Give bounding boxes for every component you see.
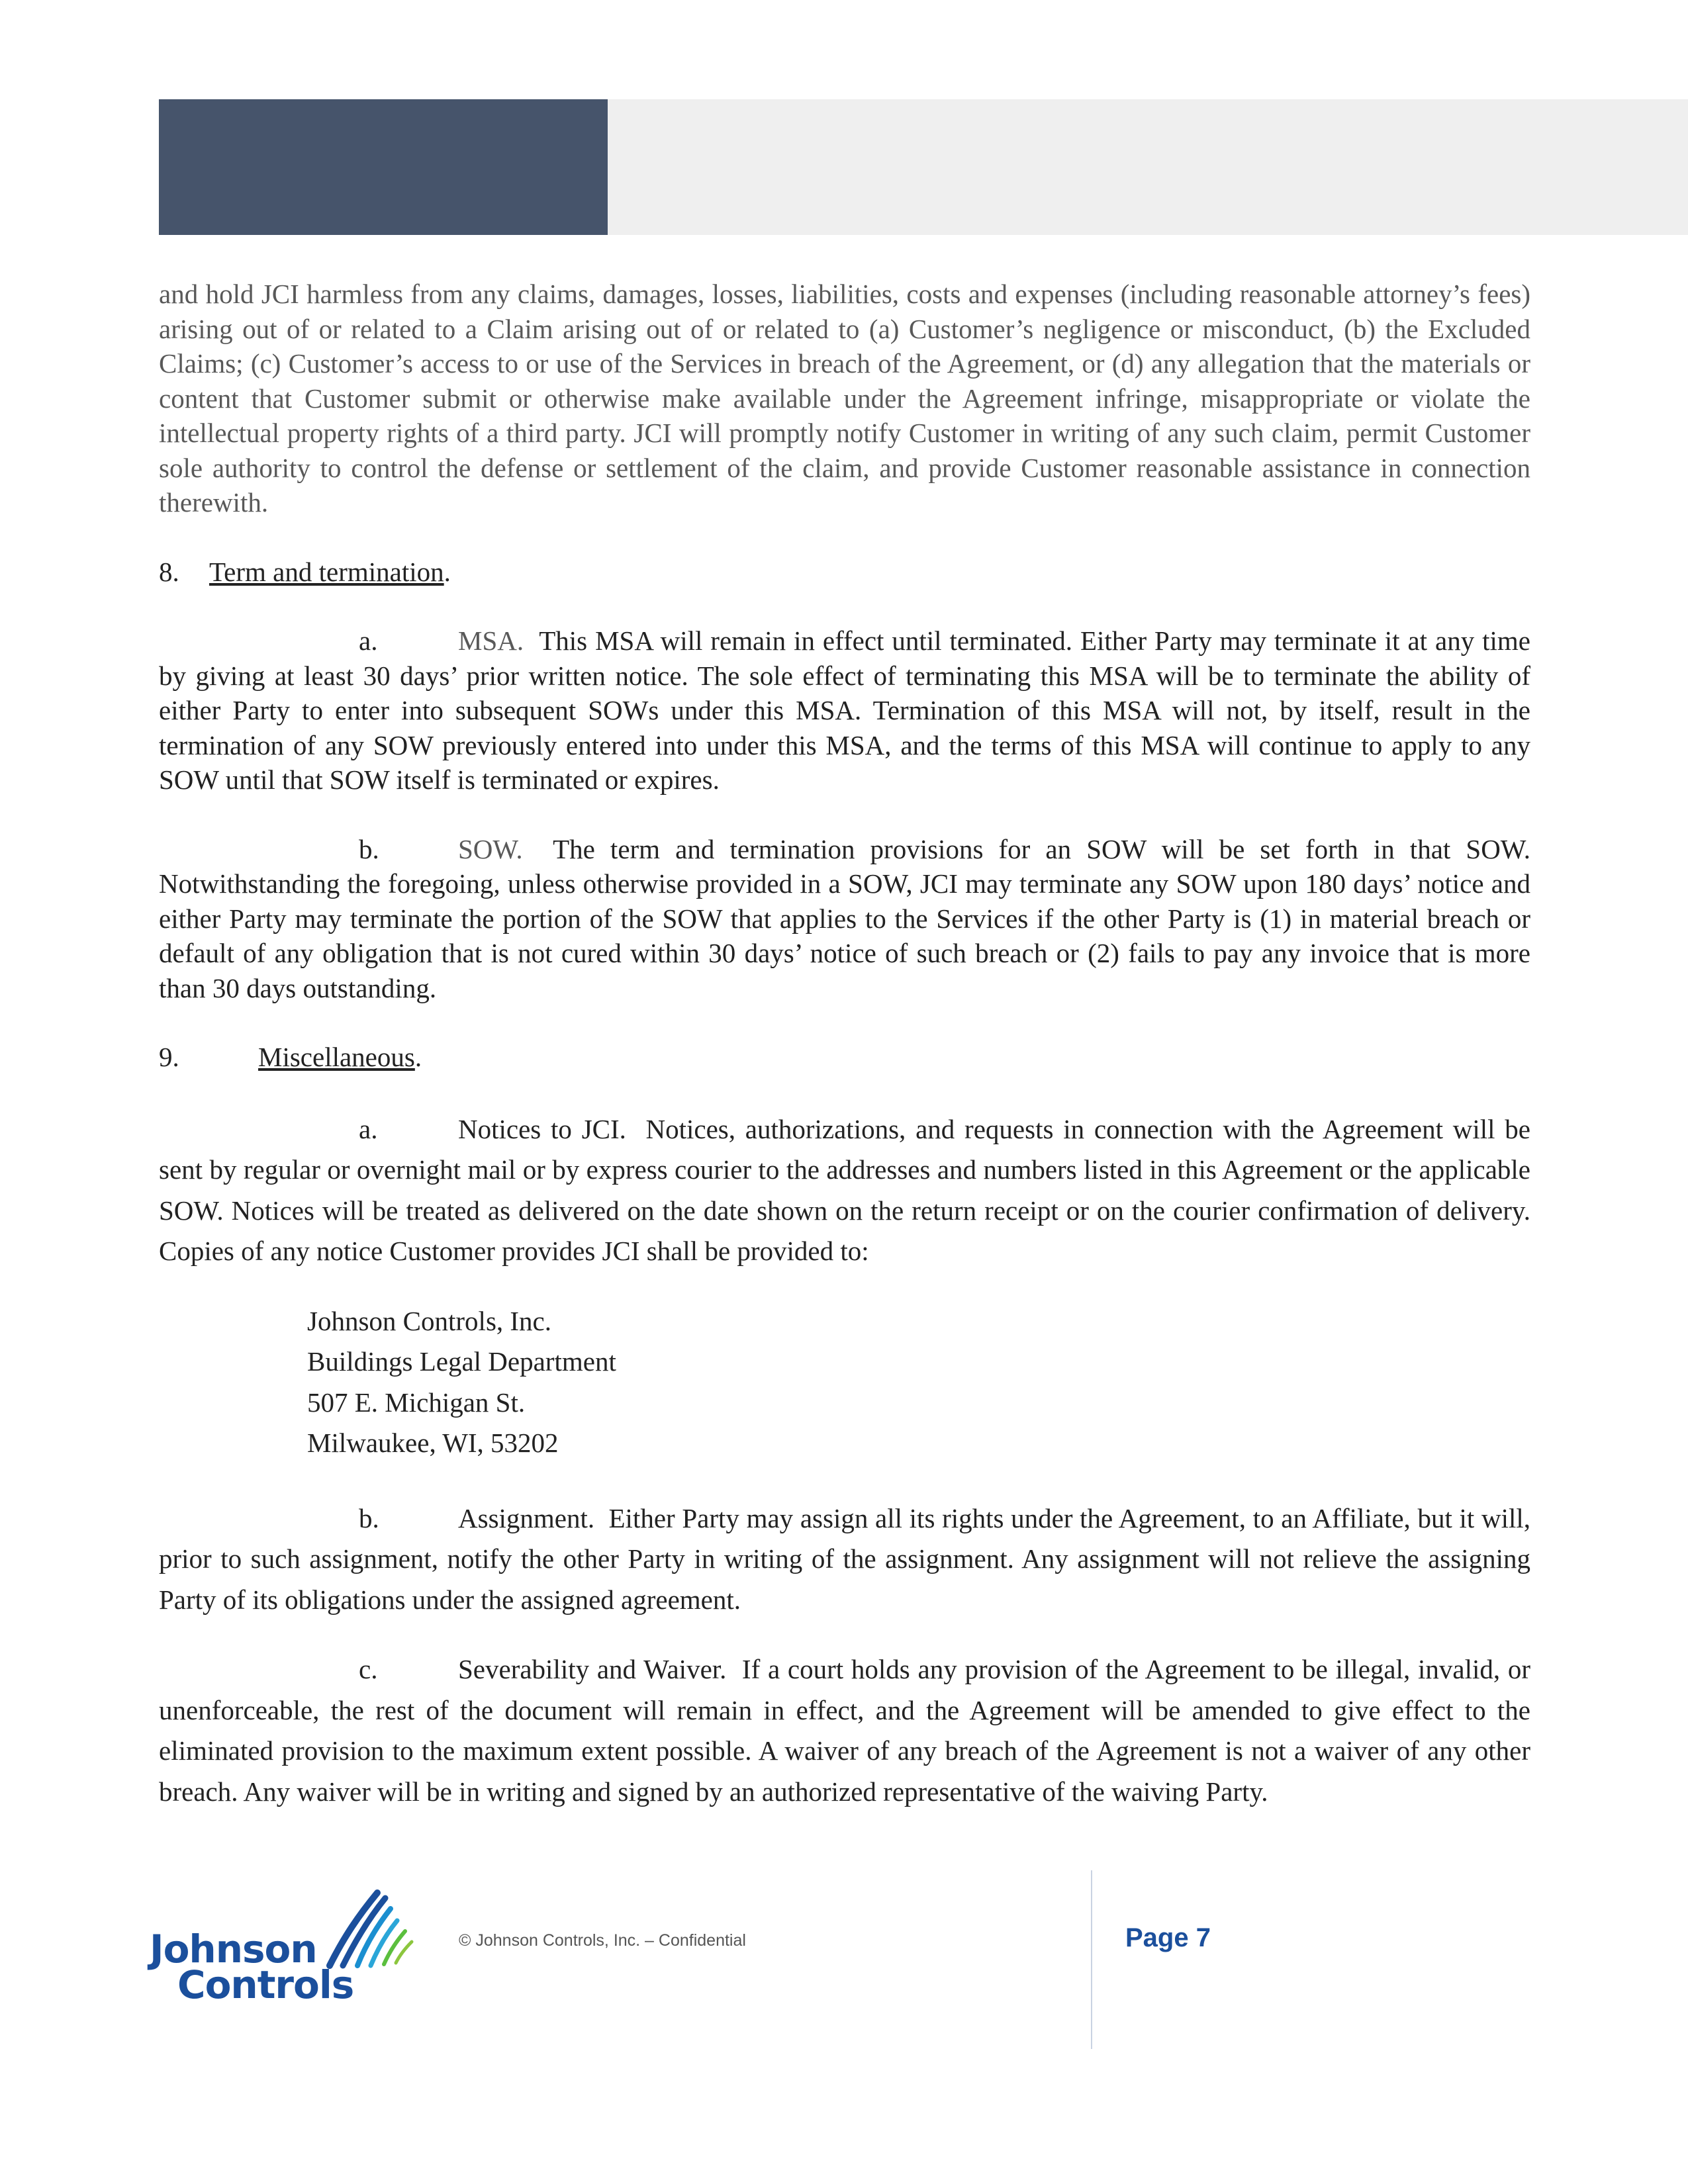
- section-8a-paragraph: [159, 623, 1530, 797]
- address-line: Buildings Legal Department: [307, 1346, 616, 1377]
- clause-label: Assignment.: [458, 1502, 595, 1533]
- section-title: Term and termination: [209, 556, 444, 587]
- logo-word-controls: Controls: [177, 1962, 354, 2007]
- clause-text: This MSA will remain in effect until terminated. Either Party may terminate it at any time by giving at least 30 days’ prior written notice. The sole effect of terminating this MSA will be to terminate the ability of either Party to enter into subsequent SOWs under this MSA. Termination of this MSA will not, by itself, result in the termination of any SOW previously entered into under this MSA, and the terms of this MSA will continue to apply to any SOW until that SOW itself is terminated or expires.: [159, 625, 1530, 795]
- clause-letter: b.: [359, 833, 379, 864]
- section-9c-paragraph: [159, 1649, 1530, 1812]
- document-body: [159, 277, 1530, 1812]
- clause-text: If a court holds any provision of the Agreement to be illegal, invalid, or unenforceable, the rest of the document will remain in effect, and the Agreement will be amended to give effect to the eliminated provision to the maximum extent possible. A waiver of any breach of the Agreement is not a waiver of any other breach. Any waiver will be in writing and signed by an authorized representative of the waiving Party.: [159, 1654, 1531, 1807]
- header-band-light: [608, 99, 1688, 235]
- jci-address-block: [307, 1301, 1530, 1464]
- section-number: 9.: [159, 1042, 179, 1072]
- page-number: Page 7: [1125, 1923, 1211, 1952]
- clause-letter: b.: [359, 1502, 379, 1533]
- clause-label: Severability and Waiver.: [458, 1654, 727, 1684]
- clause-text: Notices, authorizations, and requests in connection with the Agreement will be sent by regular or overnight mail or by express courier to the addresses and numbers listed in this Agreement or the applicable SOW. Notices will be treated as delivered on the date shown on the return receipt or on the courier confirmation of delivery. Copies of any notice Customer provides JCI shall be provided to:: [159, 1113, 1531, 1266]
- johnson-controls-logo: [150, 1888, 414, 2007]
- logo-word-johnson: Johnson: [150, 1927, 317, 1972]
- section-9b-paragraph: [159, 1498, 1530, 1621]
- clause-label: SOW.: [458, 833, 523, 864]
- clause-letter: a.: [359, 1113, 378, 1144]
- section-number: 8.: [159, 556, 179, 587]
- clause-text: Either Party may assign all its rights under the Agreement, to an Affiliate, but it will, prior to such assignment, notify the other Party in writing of the assignment. Any assignment will not relieve the assigning Party of its obligations under the assigned agreement.: [159, 1502, 1531, 1615]
- clause-label: MSA.: [458, 625, 524, 656]
- address-line: 507 E. Michigan St.: [307, 1387, 526, 1418]
- header-band-dark: [159, 99, 608, 235]
- clause-letter: a.: [359, 625, 378, 656]
- footer-copyright: © Johnson Controls, Inc. – Confidential: [459, 1931, 746, 1950]
- address-line: Johnson Controls, Inc.: [307, 1305, 551, 1336]
- section-8b-paragraph: [159, 832, 1530, 1006]
- indemnity-paragraph: and hold JCI harmless from any claims, damages, losses, liabilities, costs and expenses (including reasonable attorney’s fees) arising out of or related to a Claim arising out of or related to (a) Customer’s negligence or misconduct, (b) the Excluded Claims; (c) Customer’s access to or use of the Services in breach of the Agreement, or (d) any allegation that the materials or content that Customer submit or otherwise make available under the Agreement infringe, misappropriate or violate the intellectual property rights of a third party. JCI will promptly notify Customer in writing of any such claim, permit Customer sole authority to control the defense or settlement of the claim, and provide Customer reasonable assistance in connection therewith.: [159, 279, 1530, 518]
- clause-letter: c.: [359, 1654, 378, 1684]
- clause-text: The term and termination provisions for an SOW will be set forth in that SOW. Notwithstanding the foregoing, unless otherwise provided in a SOW, JCI may terminate any SOW upon 180 days’ notice and either Party may terminate the portion of the SOW that applies to the Services if the other Party is (1) in material breach or default of any obligation that is not cured within 30 days’ notice of such breach or (2) fails to pay any invoice that is more than 30 days outstanding.: [159, 833, 1530, 1003]
- logo-wave-icon: [320, 1888, 420, 1974]
- address-line: Milwaukee, WI, 53202: [307, 1428, 559, 1458]
- footer-divider: [1091, 1870, 1092, 2049]
- section-9a-paragraph: [159, 1109, 1530, 1272]
- clause-label: Notices to JCI.: [458, 1113, 626, 1144]
- section-8-heading: 8. Term and termination.: [159, 555, 1530, 590]
- section-9-heading: 9. Miscellaneous.: [159, 1040, 1530, 1075]
- section-title: Miscellaneous: [258, 1042, 415, 1072]
